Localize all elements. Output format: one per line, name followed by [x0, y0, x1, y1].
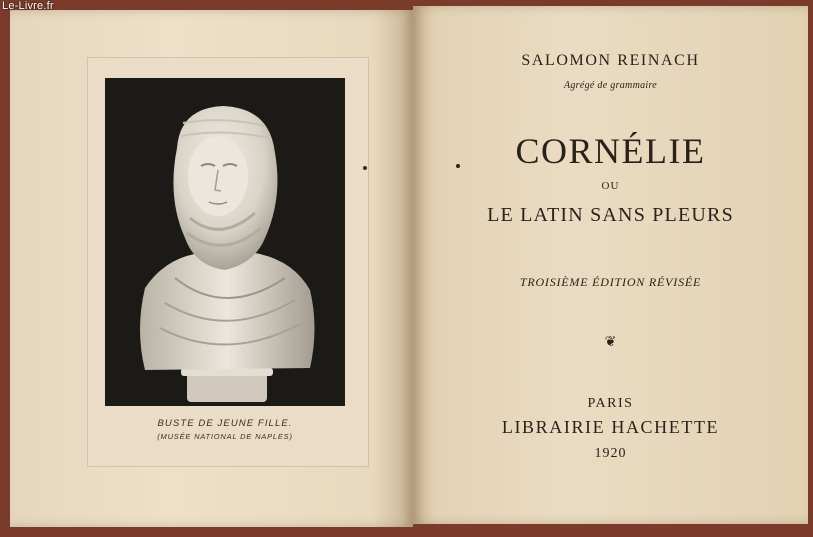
site-watermark: Le-Livre.fr	[2, 0, 54, 12]
title-conjunction: OU	[601, 180, 620, 192]
book-title: CORNÉLIE	[515, 131, 706, 171]
bust-photograph	[105, 78, 345, 406]
book-subtitle: LE LATIN SANS PLEURS	[487, 204, 734, 226]
author-title: Agrégé de grammaire	[563, 80, 658, 91]
publication-city: PARIS	[587, 396, 634, 411]
edition-note: TROISIÈME ÉDITION RÉVISÉE	[519, 275, 702, 289]
author-name: SALOMON REINACH	[521, 52, 700, 69]
publication-year: 1920	[594, 446, 627, 461]
pin-hole	[363, 166, 367, 170]
fleuron-icon: ❦	[604, 335, 617, 350]
photo-caption-source: (MUSÉE NATIONAL DE NAPLES)	[157, 432, 293, 441]
photo-caption: BUSTE DE JEUNE FILLE.	[157, 418, 293, 429]
bust-icon	[105, 78, 345, 406]
publisher-name: LIBRAIRIE HACHETTE	[501, 417, 720, 437]
